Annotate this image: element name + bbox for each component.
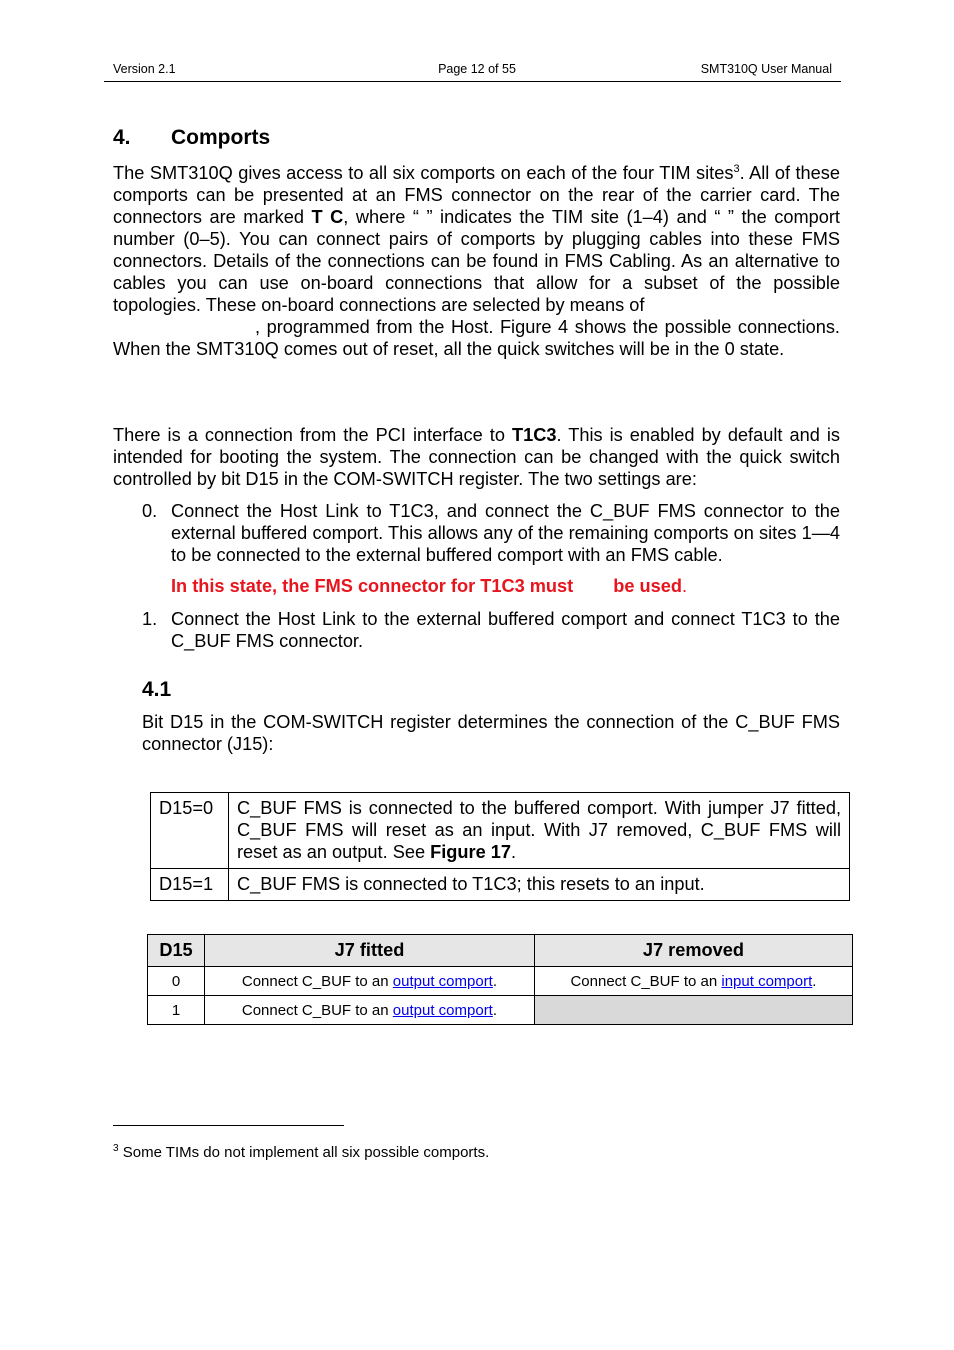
section-number: 4. [113,126,131,149]
list-number: 0. [142,501,158,521]
header-rule [104,81,841,82]
section-title: Comports [171,126,271,149]
input-comport-link[interactable]: input comport [721,972,813,990]
table-cell-key: D15=1 [151,869,229,901]
pci-text-a: There is a connection from the PCI interface to [113,425,512,445]
cell-j7-fitted [205,996,535,1025]
subsection-paragraph: Bit D15 in the COM-SWITCH register determines the connection of the C_BUF FMS connector (J15): [142,712,840,754]
header-version: Version 2.1 [113,62,176,76]
cell-d15: 0 [148,967,205,996]
intro-text-a: The SMT310Q gives access to all six comports on each of the four TIM sites [113,163,734,183]
col-header-j7-fitted: J7 fitted [205,935,535,967]
cell-j7-removed [534,967,852,996]
table-header-row [148,935,853,967]
output-comport-link[interactable]: output comport [392,1001,493,1019]
j7-table [147,934,853,1025]
intro-text-c: , where “ ” indicates the TIM site (1–4) and “ ” the comport number (0–5). You can connect pairs of comports by plugging cables into these FMS connectors. Details of the connections can be found in FMS Cabling. As an alternative to cables you can use on-board connections that allow for a subset of the possible topologies. These on-board connections are selected by means of [113,207,840,315]
connector-marking: T C [311,207,344,227]
settings-list-2 [142,608,840,652]
pci-text-b: . This is enabled by default and is intended for booting the system. The connection can be changed with the quick switch controlled by bit D15 in the COM-SWITCH register. The two settings are: [113,425,840,489]
table-row [151,793,850,869]
table-cell-value [229,793,850,869]
list-text: Connect the Host Link to the external buffered comport and connect T1C3 to the C_BUF FMS connector. [171,609,840,651]
cell-end: . [492,1001,498,1019]
col-header-d15: D15 [148,935,205,967]
output-comport-link[interactable]: output comport [392,972,493,990]
intro-text-d: , programmed from the Host. Figure 4 shows the possible connections. When the SMT310Q comes out of reset, all the quick switches will be in the 0 state. [113,317,840,359]
pci-paragraph [113,424,840,490]
list-text: Connect the Host Link to T1C3, and connect the C_BUF FMS connector to the external buffered comport. This allows any of the remaining comports on sites 1—4 to be connected to the external buffered comport with an FMS cable. [171,501,840,565]
subsection-heading: 4.1 [142,678,172,701]
cell-d15: 1 [148,996,205,1025]
cell-text: C_BUF FMS is connected to the buffered comport. With jumper J7 fitted, C_BUF FMS will reset as an input. With J7 removed, C_BUF FMS will reset as an output. See [237,798,841,862]
figure-reference[interactable]: Figure 17 [430,842,511,862]
cell-j7-fitted [205,967,535,996]
cell-end: . [492,972,498,990]
header-page: Page 12 of 55 [438,62,516,76]
list-number: 1. [142,609,158,629]
table-cell-key: D15=0 [151,793,229,869]
warning-text [171,576,687,597]
intro-text-b: . All of these comports can be presented at an FMS connector on the rear of the carrier card. The connectors are marked [113,163,840,227]
warning-a: In this state, the FMS connector for T1C3 must [171,576,574,596]
cell-end: . [510,842,517,862]
settings-list [142,500,840,566]
warning-c: . [681,576,687,596]
footnote-ref[interactable]: 3 [733,162,740,175]
intro-paragraph [113,162,840,360]
footnote-text: Some TIMs do not implement all six possible comports. [118,1144,490,1161]
header-manual-title: SMT310Q User Manual [700,62,832,76]
table-row [148,967,853,996]
warning-b: be used [613,576,682,596]
cell-text: Connect C_BUF to an [241,1001,393,1019]
pci-bold: T1C3 [511,425,557,445]
table-row [151,869,850,901]
list-item [142,500,840,566]
d15-description-table [150,792,850,901]
footnote-mark: 3 [113,1143,119,1154]
cell-j7-removed-empty [534,996,852,1025]
cell-text: Connect C_BUF to an [241,972,393,990]
table-row [148,996,853,1025]
col-header-j7-removed: J7 removed [534,935,852,967]
cell-end: . [812,972,817,990]
table-cell-value: C_BUF FMS is connected to T1C3; this resets to an input. [229,869,850,901]
cell-text: Connect C_BUF to an [570,972,722,990]
footnote [113,1143,489,1161]
list-item [142,608,840,652]
section-heading [113,126,270,150]
footnote-rule [113,1125,344,1126]
